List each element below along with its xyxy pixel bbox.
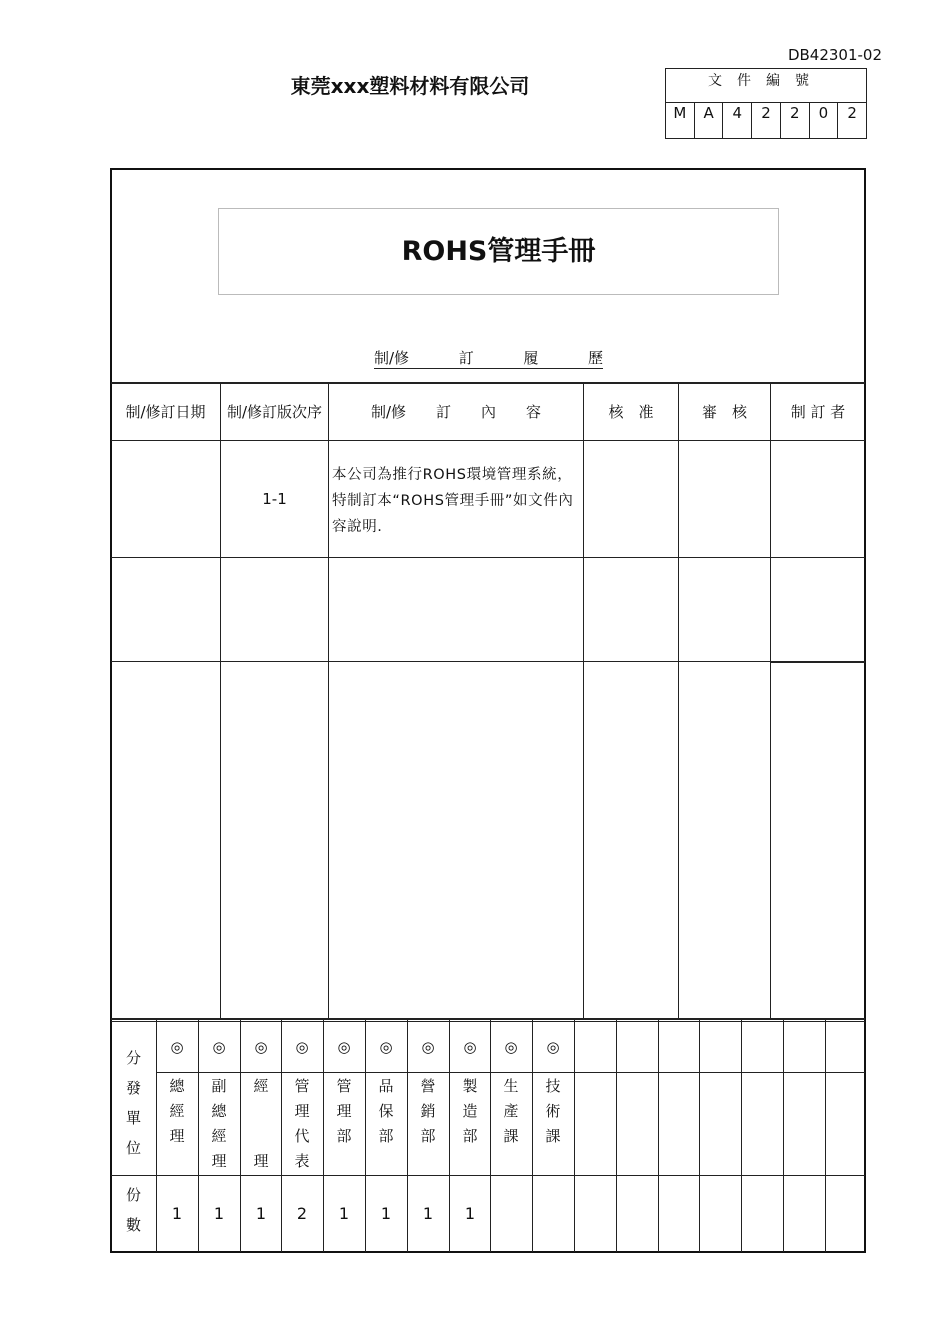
department-name: [323, 1074, 365, 1149]
department-name-char: 表: [294, 1152, 310, 1170]
column-header-approve: 核 准: [608, 403, 654, 421]
department-name: [156, 1074, 198, 1149]
department-name-char: 管: [294, 1077, 310, 1095]
department-name-char: 營: [420, 1077, 436, 1095]
table-column-divider: [328, 383, 329, 1020]
doc-number-char: A: [695, 102, 724, 138]
distribution-label-char: 單: [125, 1109, 141, 1127]
document-code: DB42301-02: [787, 46, 882, 64]
department-name-char: 理: [253, 1152, 269, 1170]
department-name-char: 造: [462, 1102, 478, 1120]
column-header-content: 制/修 訂 內 容: [370, 403, 542, 421]
department-name: [449, 1074, 491, 1149]
table-column-divider: [220, 383, 221, 1020]
department-name-char: 總: [169, 1077, 185, 1095]
table-row-divider: [111, 440, 865, 441]
document-title: ROHS管理手冊: [218, 208, 779, 295]
history-heading-part: 訂: [458, 349, 474, 367]
department-name-char: 銷: [420, 1102, 436, 1120]
distribution-column-divider: [741, 1020, 742, 1252]
department-name-char: 品: [378, 1077, 394, 1095]
copies-label-char: 份: [125, 1186, 141, 1204]
distribution-label: [111, 1043, 156, 1163]
company-name: 東莞xxx塑料材料有限公司: [290, 74, 530, 98]
department-copies: 2: [296, 1204, 308, 1223]
distribution-column-divider: [825, 1020, 826, 1252]
copies-label: [111, 1180, 156, 1240]
column-header-review: 審 核: [701, 403, 747, 421]
doc-number-char: 2: [781, 102, 810, 138]
distribution-top-border: [111, 1018, 865, 1020]
department-name-char: 課: [503, 1127, 519, 1145]
distribution-column-divider: [616, 1020, 617, 1252]
document-number-label: 文件編號: [666, 69, 866, 103]
department-name: [281, 1074, 323, 1174]
doc-number-char: 0: [810, 102, 839, 138]
department-name-char: 經: [253, 1077, 269, 1095]
department-name: [490, 1074, 532, 1149]
department-copies: 1: [338, 1204, 350, 1223]
distribution-mark: ◎: [254, 1038, 268, 1056]
department-name: [365, 1074, 407, 1149]
doc-number-char: 4: [723, 102, 752, 138]
doc-number-char: 2: [847, 104, 857, 122]
distribution-mark: ◎: [170, 1038, 184, 1056]
department-name-char: 部: [378, 1127, 394, 1145]
distribution-mark: ◎: [337, 1038, 351, 1056]
department-copies: 1: [171, 1204, 183, 1223]
department-copies: 1: [255, 1204, 267, 1223]
department-name-char: 保: [378, 1102, 394, 1120]
department-name-char: 管: [336, 1077, 352, 1095]
department-name-char: 課: [545, 1127, 561, 1145]
table-row-divider: [111, 557, 865, 558]
doc-number-char: M: [666, 102, 695, 138]
distribution-mark: ◎: [212, 1038, 226, 1056]
department-name: [532, 1074, 574, 1149]
distribution-mark: ◎: [421, 1038, 435, 1056]
distribution-column-divider: [783, 1020, 784, 1252]
department-name-char: 部: [462, 1127, 478, 1145]
table-column-divider: [770, 383, 771, 1020]
doc-number-char: 2: [752, 102, 781, 138]
department-copies: 1: [464, 1204, 476, 1223]
department-name-char: [240, 1099, 282, 1124]
distribution-label-char: 發: [125, 1079, 141, 1097]
department-name: [240, 1074, 282, 1174]
distribution-mark: ◎: [546, 1038, 560, 1056]
distribution-column-divider: [658, 1020, 659, 1252]
distribution-label-char: 位: [125, 1139, 141, 1157]
department-name-char: 生: [503, 1077, 519, 1095]
copies-label-char: 數: [125, 1216, 141, 1234]
row-content: 本公司為推行ROHS環境管理系統，特制訂本“ROHS管理手冊”如文件內容說明.: [332, 467, 574, 535]
department-name-char: 理: [211, 1152, 227, 1170]
history-heading-part: 履: [523, 349, 539, 367]
department-name-char: 代: [294, 1127, 310, 1145]
department-name-char: 部: [336, 1127, 352, 1145]
department-name-char: 部: [420, 1127, 436, 1145]
distribution-mark: ◎: [295, 1038, 309, 1056]
department-name: [407, 1074, 449, 1149]
column-header-date: 制/修訂日期: [125, 403, 206, 421]
distribution-mark: ◎: [504, 1038, 518, 1056]
table-column-divider: [583, 383, 584, 1020]
distribution-row-divider: [156, 1072, 865, 1073]
department-name-char: [240, 1124, 282, 1149]
distribution-mark: ◎: [463, 1038, 477, 1056]
department-name-char: 術: [545, 1102, 561, 1120]
distribution-column-divider: [574, 1020, 575, 1252]
department-name-char: 經: [169, 1102, 185, 1120]
department-name-char: 技: [545, 1077, 561, 1095]
table-row-divider: [111, 661, 771, 662]
table-column-divider: [678, 383, 679, 1020]
department-copies: 1: [213, 1204, 225, 1223]
column-header-version: 制/修訂版次序: [226, 403, 323, 421]
department-name-char: 理: [169, 1127, 185, 1145]
row-version: 1-1: [262, 490, 287, 508]
history-heading-part: 制/修: [374, 349, 410, 367]
document-number-cells: [666, 102, 866, 138]
department-name-char: 經: [211, 1127, 227, 1145]
department-name-char: 產: [503, 1102, 519, 1120]
department-copies: 1: [422, 1204, 434, 1223]
department-name-char: 理: [336, 1102, 352, 1120]
distribution-top-border: [111, 1021, 865, 1022]
department-name-char: 理: [294, 1102, 310, 1120]
distribution-label-char: 分: [125, 1049, 141, 1067]
department-name: [198, 1074, 240, 1174]
column-header-author: 制 訂 者: [790, 403, 846, 421]
department-name-char: 製: [462, 1077, 478, 1095]
distribution-mark: ◎: [379, 1038, 393, 1056]
department-name-char: 副: [211, 1077, 227, 1095]
department-copies: 1: [380, 1204, 392, 1223]
distribution-column-divider: [699, 1020, 700, 1252]
document-number-box: [665, 68, 867, 139]
table-row-divider: [771, 661, 865, 663]
revision-history-heading: [374, 348, 603, 369]
distribution-row-divider: [111, 1175, 865, 1176]
history-heading-part: 歷: [587, 349, 603, 367]
department-name-char: 總: [211, 1102, 227, 1120]
